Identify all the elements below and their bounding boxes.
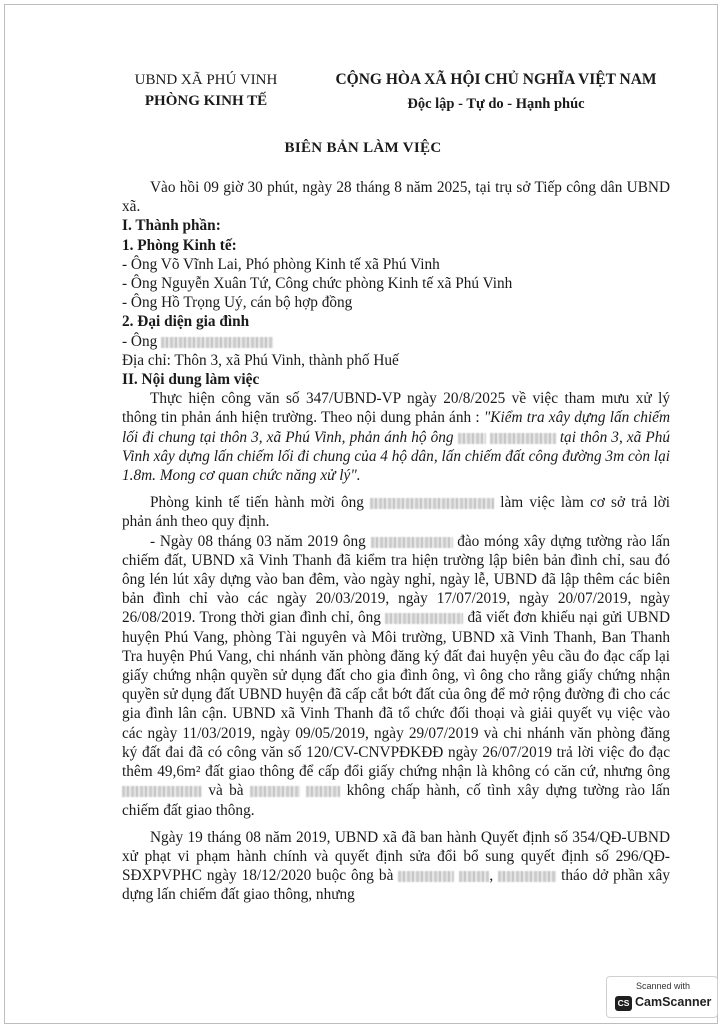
document-title: BIÊN BẢN LÀM VIỆC — [284, 140, 442, 156]
member-item: - Ông Hồ Trọng Uý, cán bộ hợp đồng — [122, 294, 353, 312]
subsection-family: 2. Đại diện gia đình — [122, 313, 250, 331]
camscanner-watermark — [606, 976, 718, 1018]
redacted-name — [371, 537, 453, 548]
redacted-name — [250, 786, 300, 797]
family-representative: - Ông — [122, 332, 670, 351]
document-body — [122, 178, 670, 905]
redacted-name — [490, 433, 556, 444]
redacted-name — [458, 433, 486, 444]
watermark-caption: Scanned with — [635, 981, 691, 991]
watermark-name: CamScanner — [635, 995, 712, 1009]
department-name: PHÒNG KINH TẾ — [144, 93, 268, 109]
redacted-name — [122, 786, 202, 797]
section-2-heading: II. Nội dung làm việc — [122, 371, 260, 389]
redacted-name — [161, 337, 273, 348]
national-motto — [308, 68, 684, 116]
redacted-name — [498, 871, 556, 882]
paragraph-invitation: Phòng kinh tế tiến hành mời ông làm việc làm cơ sở trả lời phản ánh theo quy định. — [122, 494, 671, 531]
redacted-name — [306, 786, 340, 797]
member-item: - Ông Nguyễn Xuân Tứ, Công chức phòng Kinh tế xã Phú Vinh — [122, 275, 513, 293]
paragraph-history: - Ngày 08 tháng 03 năm 2019 ông đào móng xây dựng tường rào lấn chiếm đất, UBND xã Vinh Thanh đã kiểm tra hiện trường lập biên bản đình chỉ, sau đó ông lén lút xây dựng vào ban đêm, vào ngày nghỉ, ngày lễ, UBND đã lập thêm các biên bản đình chỉ vào các ngày 20/03/2019, ngày 17/07/2019, ngày 20/07/2019, ngày 26/08/2019. Trong thời gian đình chỉ, ông đã viết đơn khiếu nại gửi UBND huyện Phú Vang, phòng Tài nguyên và Môi trường, UBND xã Vinh Thanh, Ban Thanh Tra huyện Phú Vang, chi nhánh văn phòng đăng ký đất đai huyện yêu cầu đo đạc cấp lại giấy chứng nhận quyền sử dụng đất cho gia đình ông, vì ông cho rằng giấy chứng nhận quyền sử dụng đất UBND huyện đã cấp cắt bớt đất của ông để mở rộng đường đi cho các gia đình lân cận. UBND xã Vinh Thanh đã tổ chức đối thoại và giải quyết vụ việc vào các ngày 11/03/2019, ngày 09/05/2019, ngày 29/07/2019 và chi nhánh văn phòng đăng ký đất đai đã có công văn số 120/CV-CNVPĐKĐĐ ngày 26/07/2019 trả lời việc đo đạc thêm 49,6m² đất giao thông để cấp đổi giấy chứng nhận là không có căn cứ, nhưng ông và bà không chấp hành, cố tình xây dựng tường rào lấn chiếm đất giao thông. — [122, 532, 671, 819]
redacted-name — [385, 613, 463, 624]
redacted-name — [398, 871, 454, 882]
paragraph-request: Thực hiện công văn số 347/UBND-VP ngày 20/8/2025 về việc tham mưu xử lý thông tin phản ánh hiện trường. Theo nội dung phản ánh : "Kiểm tra xây dựng lấn chiếm lối đi chung tại thôn 3, xã Phú Vinh, phản ánh hộ ông tại thôn 3, xã Phú Vinh xây dựng lấn chiếm lối đi chung của 4 hộ dân, lấn chiếm đất công đường 3m còn lại 1.8m. Mong cơ quan chức năng xử lý". — [122, 390, 671, 485]
agency-name: UBND XÃ PHÚ VINH — [134, 72, 278, 88]
intro-paragraph: Vào hồi 09 giờ 30 phút, ngày 28 tháng 8 năm 2025, tại trụ sở Tiếp công dân UBND xã. — [122, 179, 670, 216]
paragraph-decision: Ngày 19 tháng 08 năm 2019, UBND xã đã ban hành Quyết định số 354/QĐ-UBND xử phạt vi phạm hành chính và quyết định sửa đổi bổ sung quyết định số 296/QĐ-SĐXPVPHC ngày 18/12/2020 buộc ông bà , tháo dở phần xây dựng lấn chiếm đất giao thông, nhưng — [122, 828, 670, 904]
subsection-economic-office: 1. Phòng Kinh tế: — [122, 236, 237, 254]
motto: Độc lập - Tự do - Hạnh phúc — [407, 96, 585, 112]
family-address: Địa chỉ: Thôn 3, xã Phú Vinh, thành phố Huế — [122, 351, 399, 369]
issuing-agency — [120, 70, 292, 112]
camscanner-logo-icon: CS — [615, 996, 632, 1011]
section-1-heading: I. Thành phần: — [122, 217, 221, 235]
country-name: CỘNG HÒA XÃ HỘI CHỦ NGHĨA VIỆT NAM — [335, 71, 657, 88]
redacted-name — [459, 871, 489, 882]
redacted-name — [370, 498, 494, 509]
member-item: - Ông Võ Vĩnh Lai, Phó phòng Kinh tế xã Phú Vinh — [122, 255, 440, 273]
